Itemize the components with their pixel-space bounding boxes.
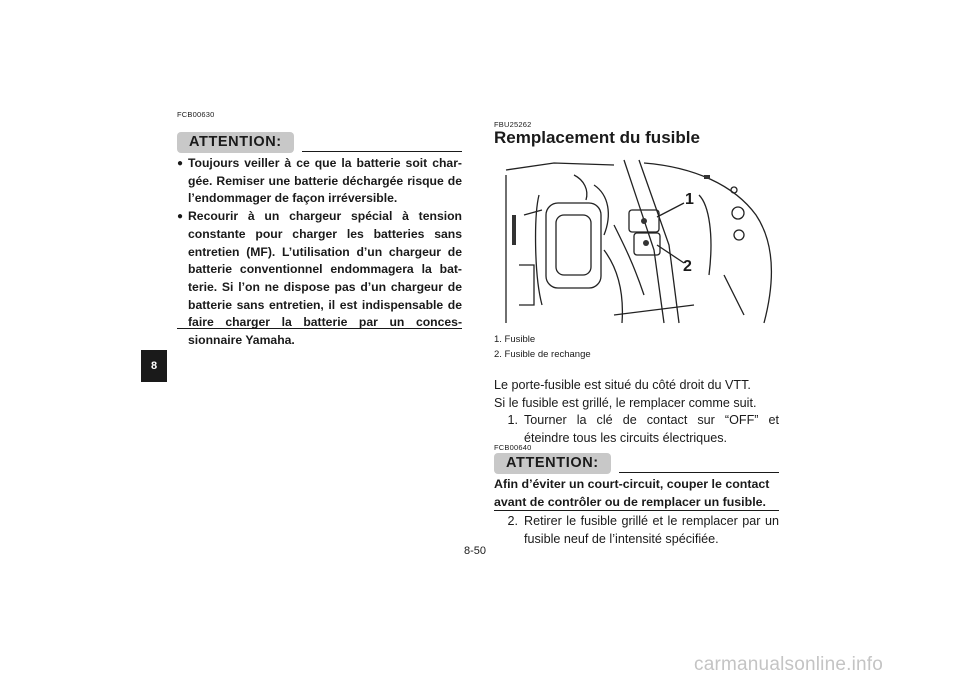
instructions-continued bbox=[494, 513, 779, 548]
bullet-text: Recourir à un chargeur spécial à tension constante pour charger les batteries sans entretien (MF). L’utilisation d’un chargeur de batterie conventionnel endommagera la bat-terie. Si l’on ne dispose pas d’un chargeur de batterie sans entretien, il est indispensable de faire charger la batterie par un conces-sionnaire Yamaha. bbox=[188, 209, 462, 348]
attention-header bbox=[177, 132, 462, 153]
paragraph: Le porte-fusible est situé du côté droit du VTT. bbox=[494, 378, 751, 392]
callout-2: 2 bbox=[683, 258, 692, 275]
caption-item: 1. Fusible bbox=[494, 334, 536, 345]
attention-rule bbox=[619, 472, 779, 473]
bullet-icon: ● bbox=[177, 211, 184, 223]
section-code: FBU25262 bbox=[494, 120, 532, 129]
section-heading: Remplacement du fusible bbox=[494, 128, 700, 147]
instructions bbox=[494, 377, 779, 447]
attention-code: FCB00630 bbox=[177, 110, 215, 119]
step-1 bbox=[494, 412, 779, 447]
attention-end-rule bbox=[177, 328, 462, 329]
bullet-item bbox=[177, 155, 462, 208]
attention-label: ATTENTION: bbox=[177, 132, 294, 153]
paragraph: Si le fusible est grillé, le remplacer comme suit. bbox=[494, 395, 757, 410]
attention-header bbox=[494, 453, 779, 474]
chapter-tab: 8 bbox=[141, 350, 167, 382]
attention-label: ATTENTION: bbox=[494, 453, 611, 474]
step-2 bbox=[494, 513, 779, 548]
figure-captions bbox=[494, 333, 591, 362]
callout-1: 1 bbox=[685, 191, 694, 208]
caption-item: 2. Fusible de rechange bbox=[494, 348, 591, 360]
step-number: 1. bbox=[507, 413, 518, 427]
step-text: Retirer le fusible grillé et le remplacer par un fusible neuf de l’intensité spécifiée. bbox=[524, 514, 779, 546]
attention-end-rule bbox=[494, 510, 779, 511]
step-number: 2. bbox=[507, 514, 518, 528]
watermark[interactable]: carmanualsonline.info bbox=[694, 654, 884, 675]
attention-code: FCB00640 bbox=[494, 443, 532, 452]
page-number: 8-50 bbox=[464, 545, 487, 557]
attention-text: Afin d’éviter un court-circuit, couper le contact avant de contrôler ou de remplacer un fusible. bbox=[494, 477, 770, 509]
attention-bullets bbox=[177, 155, 462, 350]
bullet-text: Toujours veiller à ce que la batterie soit char-gée. Remiser une batterie déchargée risque de l’endommager de façon irréversible. bbox=[188, 156, 462, 206]
attention-rule bbox=[302, 151, 462, 152]
fuse-illustration bbox=[494, 155, 779, 325]
fuse-photo bbox=[494, 155, 779, 325]
bullet-icon: ● bbox=[177, 158, 184, 169]
step-text: Tourner la clé de contact sur “OFF” et éteindre tous les circuits électriques. bbox=[524, 413, 779, 445]
